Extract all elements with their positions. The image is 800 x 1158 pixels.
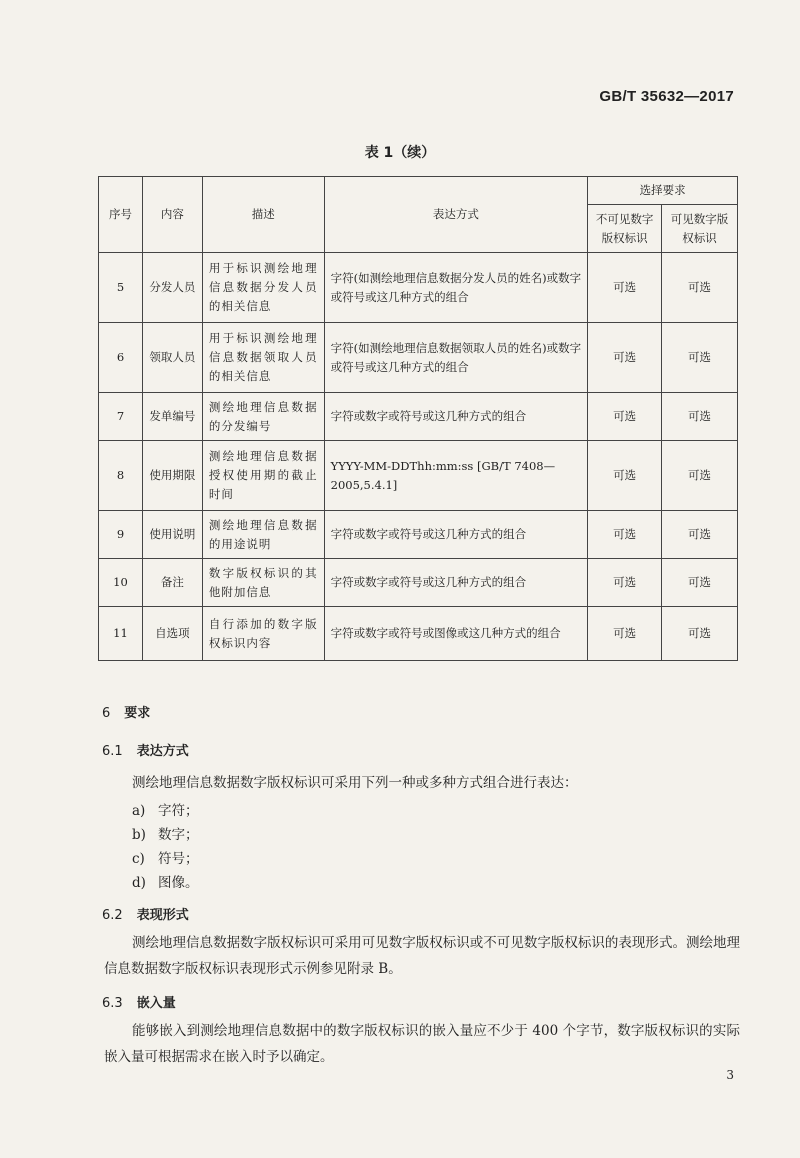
cell-visible: 可选 xyxy=(662,253,738,323)
list-marker: a) xyxy=(132,803,146,819)
section-6-2-heading xyxy=(102,904,189,923)
cell-content: 领取人员 xyxy=(142,323,202,393)
list-text: 数字； xyxy=(158,827,199,843)
cell-content: 分发人员 xyxy=(142,253,202,323)
spec-table xyxy=(98,176,738,661)
cell-visible: 可选 xyxy=(662,441,738,511)
cell-invisible: 可选 xyxy=(588,253,662,323)
header-desc: 描述 xyxy=(202,177,324,253)
list-text: 符号； xyxy=(158,851,199,867)
section-6-3-heading xyxy=(102,992,176,1011)
cell-content: 发单编号 xyxy=(142,393,202,441)
cell-desc: 测绘地理信息数据的分发编号 xyxy=(202,393,324,441)
section-6-2-text: 测绘地理信息数据数字版权标识可采用可见数字版权标识或不可见数字版权标识的表现形式。测绘地理信息数据数字版权标识表现形式示例参见附录 B。 xyxy=(104,935,740,977)
section-6-2-number: 6.2 xyxy=(102,908,123,923)
page-number: 3 xyxy=(726,1068,734,1082)
cell-desc: 数字版权标识的其他附加信息 xyxy=(202,559,324,607)
header-content: 内容 xyxy=(142,177,202,253)
section-6-title: 要求 xyxy=(124,706,151,721)
table-title: 表 1（续） xyxy=(364,145,436,161)
table-row xyxy=(99,607,738,661)
header-expr: 表达方式 xyxy=(324,177,588,253)
section-6-1-heading xyxy=(102,740,189,759)
cell-invisible: 可选 xyxy=(588,559,662,607)
cell-seq: 8 xyxy=(99,441,143,511)
list-marker: c) xyxy=(132,851,145,867)
table-row xyxy=(99,393,738,441)
section-6-1-number: 6.1 xyxy=(102,744,123,759)
table-row xyxy=(99,441,738,511)
cell-seq: 7 xyxy=(99,393,143,441)
cell-content: 使用期限 xyxy=(142,441,202,511)
cell-seq: 5 xyxy=(99,253,143,323)
table-row xyxy=(99,559,738,607)
header-seq: 序号 xyxy=(99,177,143,253)
table-row xyxy=(99,511,738,559)
list-item xyxy=(132,871,199,891)
cell-seq: 6 xyxy=(99,323,143,393)
list-marker: d) xyxy=(132,875,146,891)
list-text: 字符； xyxy=(158,803,199,819)
table-row xyxy=(99,253,738,323)
cell-expr: 字符或数字或符号或这几种方式的组合 xyxy=(324,393,588,441)
header-select: 选择要求 xyxy=(588,177,738,205)
cell-expr: 字符或数字或符号或图像或这几种方式的组合 xyxy=(324,607,588,661)
cell-invisible: 可选 xyxy=(588,393,662,441)
cell-desc: 测绘地理信息数据授权使用期的截止时间 xyxy=(202,441,324,511)
cell-visible: 可选 xyxy=(662,511,738,559)
cell-visible: 可选 xyxy=(662,607,738,661)
cell-desc: 用于标识测绘地理信息数据分发人员的相关信息 xyxy=(202,253,324,323)
cell-content: 自选项 xyxy=(142,607,202,661)
section-6-1-intro: 测绘地理信息数据数字版权标识可采用下列一种或多种方式组合进行表达： xyxy=(132,775,578,791)
cell-invisible: 可选 xyxy=(588,511,662,559)
header-invisible: 不可见数字版权标识 xyxy=(588,205,662,253)
cell-visible: 可选 xyxy=(662,393,738,441)
table-row xyxy=(99,323,738,393)
cell-desc: 自行添加的数字版权标识内容 xyxy=(202,607,324,661)
cell-seq: 11 xyxy=(99,607,143,661)
cell-seq: 9 xyxy=(99,511,143,559)
cell-visible: 可选 xyxy=(662,323,738,393)
cell-invisible: 可选 xyxy=(588,323,662,393)
cell-invisible: 可选 xyxy=(588,607,662,661)
cell-content: 使用说明 xyxy=(142,511,202,559)
cell-desc: 用于标识测绘地理信息数据领取人员的相关信息 xyxy=(202,323,324,393)
list-text: 图像。 xyxy=(158,875,199,891)
cell-invisible: 可选 xyxy=(588,441,662,511)
section-6-3-title: 嵌入量 xyxy=(136,996,176,1011)
section-6-number: 6 xyxy=(102,706,111,721)
cell-expr: 字符(如测绘地理信息数据领取人员的姓名)或数字或符号或这几种方式的组合 xyxy=(324,323,588,393)
list-item xyxy=(132,823,199,843)
section-6-heading xyxy=(102,702,150,721)
cell-expr: YYYY-MM-DDThh:mm:ss [GB/T 7408—2005,5.4.1] xyxy=(324,441,588,511)
cell-expr: 字符或数字或符号或这几种方式的组合 xyxy=(324,559,588,607)
cell-desc: 测绘地理信息数据的用途说明 xyxy=(202,511,324,559)
section-6-2-title: 表现形式 xyxy=(136,908,189,923)
cell-expr: 字符或数字或符号或这几种方式的组合 xyxy=(324,511,588,559)
cell-content: 备注 xyxy=(142,559,202,607)
section-6-3-text: 能够嵌入到测绘地理信息数据中的数字版权标识的嵌入量应不少于 400 个字节，数字版权标识的实际嵌入量可根据需求在嵌入时予以确定。 xyxy=(104,1023,740,1065)
header-visible: 可见数字版权标识 xyxy=(662,205,738,253)
list-item xyxy=(132,799,199,819)
section-6-3-number: 6.3 xyxy=(102,996,123,1011)
standard-number: GB/T 35632—2017 xyxy=(599,88,734,105)
cell-seq: 10 xyxy=(99,559,143,607)
section-6-1-title: 表达方式 xyxy=(136,744,189,759)
cell-expr: 字符(如测绘地理信息数据分发人员的姓名)或数字或符号或这几种方式的组合 xyxy=(324,253,588,323)
list-marker: b) xyxy=(132,827,146,843)
cell-visible: 可选 xyxy=(662,559,738,607)
list-item xyxy=(132,847,199,867)
